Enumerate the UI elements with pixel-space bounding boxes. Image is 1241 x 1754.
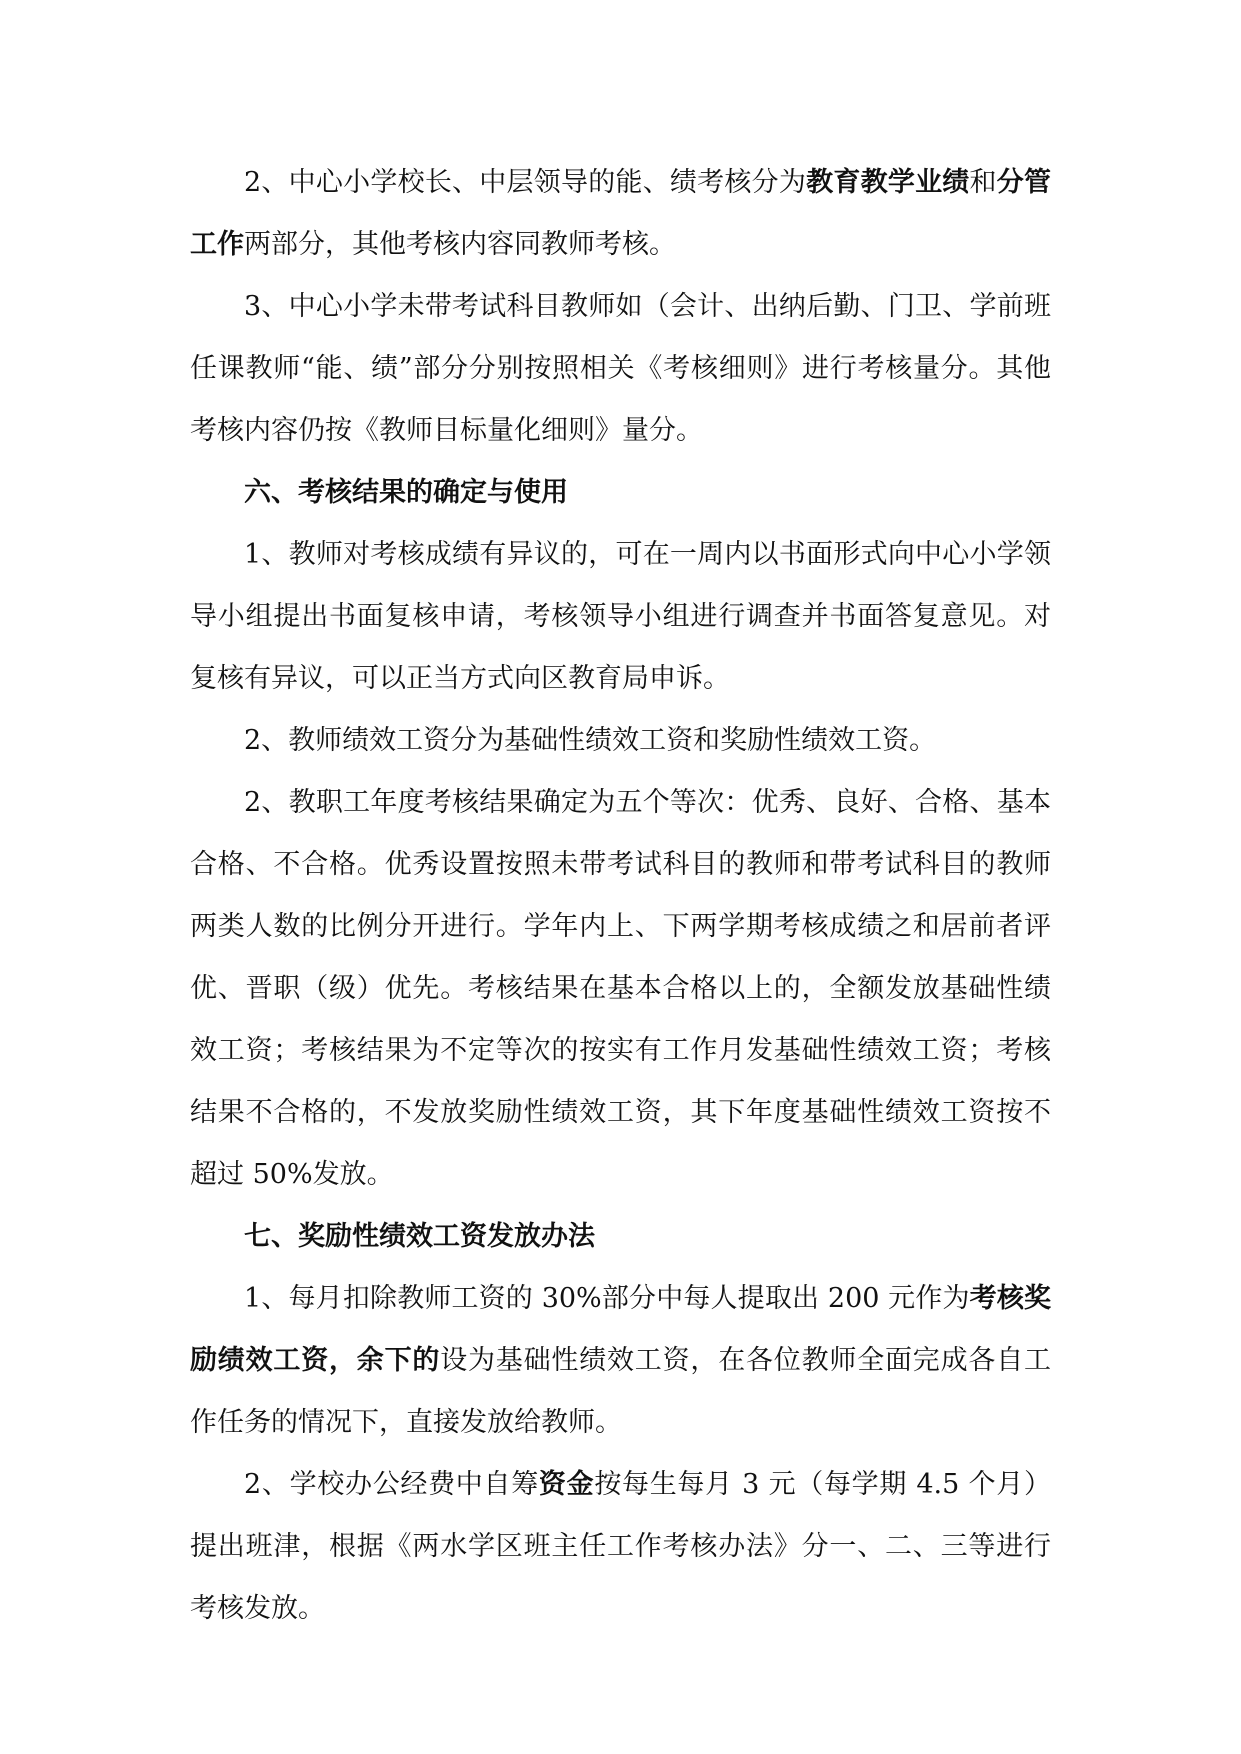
text-segment: 2、中心小学校长、中层领导的能、绩考核分为: [244, 167, 807, 198]
paragraph-appeal: 1、教师对考核成绩有异议的，可在一周内以书面形式向中心小学领导小组提出书面复核申请，考核领导小组进行调查并书面答复意见。对复核有异议，可以正当方式向区教育局申诉。: [190, 539, 1051, 694]
section-heading-results: 六、考核结果的确定与使用: [244, 477, 568, 508]
bold-text-bonus: 考核奖励绩效工资，余下的: [190, 1283, 1051, 1376]
text-segment: 按每生每月 3 元（每学期 4.5 个月）提出班津，根据《两水学区班主任工作考核办法》分一、二、三等进行考核发放。: [190, 1469, 1051, 1624]
text-segment: 2、学校办公经费中自筹: [244, 1469, 539, 1500]
paragraph-annual-grades: 2、教职工年度考核结果确定为五个等次：优秀、良好、合格、基本合格、不合格。优秀设置按照未带考试科目的教师和带考试科目的教师两类人数的比例分开进行。学年内上、下两学期考核成绩之和居前者评优、晋职（级）优先。考核结果在基本合格以上的，全额发放基础性绩效工资；考核结果为不定等次的按实有工作月发基础性绩效工资；考核结果不合格的，不发放奖励性绩效工资，其下年度基础性绩效工资按不超过 50%发放。: [190, 787, 1051, 1190]
paragraph-non-exam-teachers: 3、中心小学未带考试科目教师如（会计、出纳后勤、门卫、学前班任课教师“能、绩”部分分别按照相关《考核细则》进行考核量分。其他考核内容仍按《教师目标量化细则》量分。: [190, 291, 1051, 446]
paragraph-monthly-deduction: [190, 1268, 1051, 1454]
bold-text-managed-work: 分管工作: [190, 167, 1052, 260]
text-segment: 设为基础性绩效工资，在各位教师全面完成各自工作任务的情况下，直接发放给教师。: [190, 1345, 1052, 1438]
paragraph-salary-types: 2、教师绩效工资分为基础性绩效工资和奖励性绩效工资。: [244, 725, 937, 756]
bold-text-funds: 资金: [538, 1469, 595, 1500]
text-segment: 1、每月扣除教师工资的 30%部分中每人提取出 200 元作为: [244, 1283, 970, 1314]
paragraph-class-teacher-allowance: [190, 1454, 1051, 1640]
text-segment: 两部分，其他考核内容同教师考核。: [244, 229, 676, 260]
text-segment: 和: [969, 167, 997, 198]
bold-text-teaching-performance: 教育教学业绩: [806, 167, 970, 198]
section-heading-bonus: 七、奖励性绩效工资发放办法: [244, 1221, 595, 1252]
paragraph-principal-assessment: [190, 152, 1051, 276]
